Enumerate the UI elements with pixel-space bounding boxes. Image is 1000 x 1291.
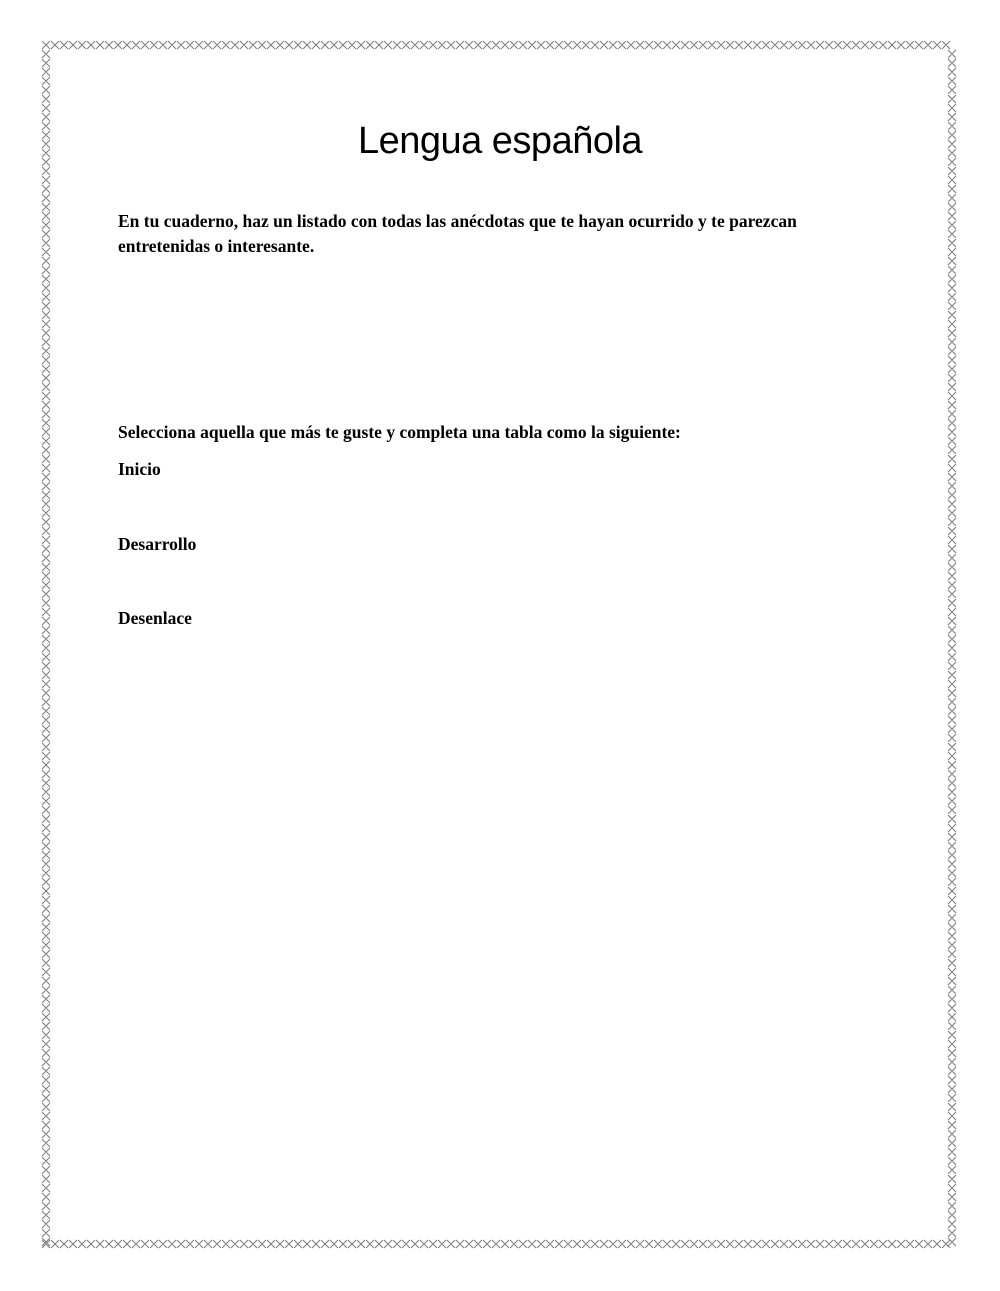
page-title: Lengua española xyxy=(357,120,643,162)
section-label-inicio: Inicio xyxy=(118,459,161,479)
section-label-desenlace: Desenlace xyxy=(118,608,192,628)
instruction-list-anecdotes: En tu cuaderno, haz un listado con todas las anécdotas que te hayan ocurrido y te parezcan entretenidas o interesante. xyxy=(118,211,797,256)
instruction-select-complete-table: Selecciona aquella que más te guste y completa una tabla como la siguiente: xyxy=(118,422,681,442)
section-label-desarrollo: Desarrollo xyxy=(118,534,197,554)
